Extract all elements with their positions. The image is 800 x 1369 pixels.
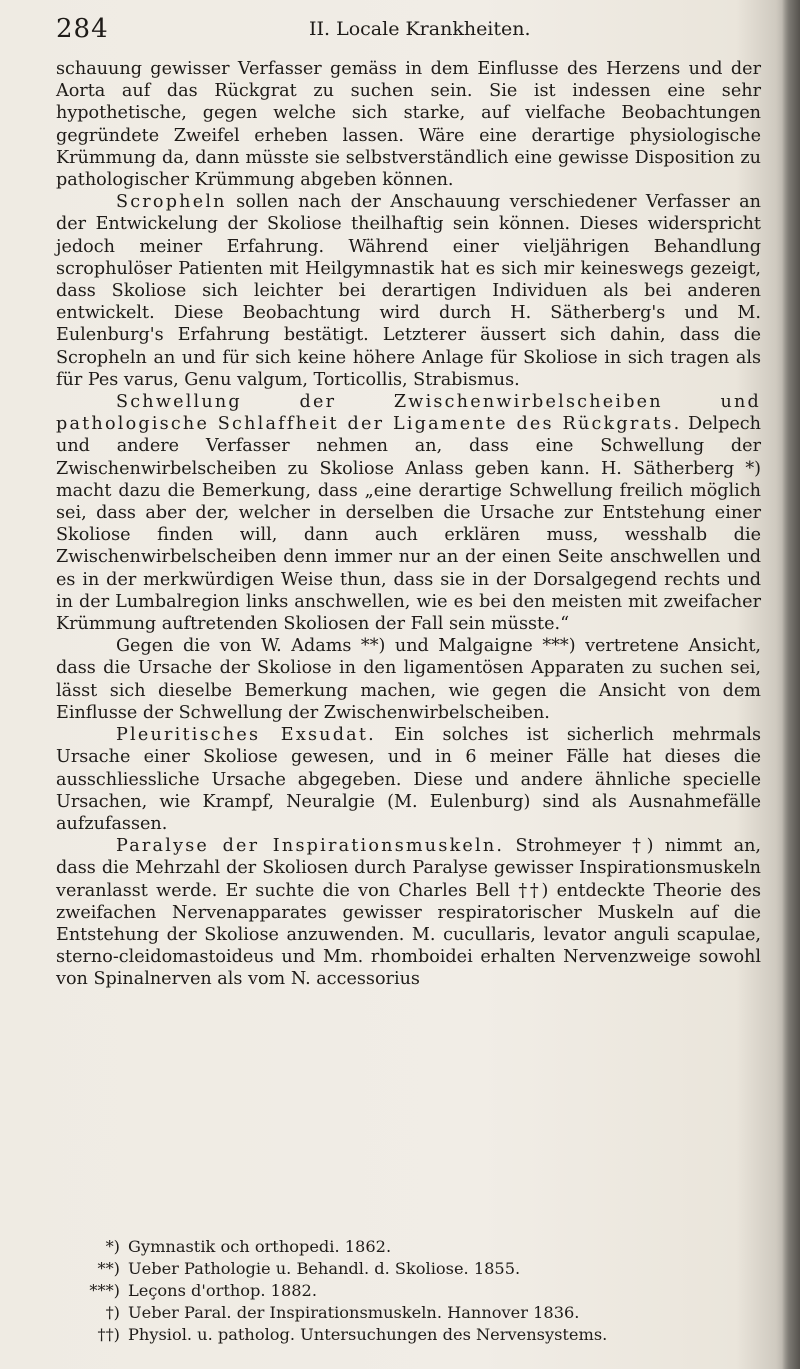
paragraph-text: Ein solches ist sicherlich mehrmals Ursache einer Skoliose gewesen, und in 6 meiner Fälle hat dieses die ausschliessliche Ursache abgegeben. Diese und andere ähnliche specielle Ursachen, wie Krampf, Neuralgie (M. Eulenburg) sind als Ausnahmefälle aufzufassen. [56,725,761,834]
paragraph-pleuritisches-exsudat [56,724,761,835]
section-title-pleuritisches-exsudat: Pleuritisches Exsudat. [116,725,376,746]
footnote-text: Leçons d'orthop. 1882. [128,1281,317,1300]
page-number: 284 [56,14,109,44]
body-text [56,58,761,991]
footnote-mark: ***) [89,1281,120,1300]
footnote-text: Physiol. u. patholog. Untersuchungen des Nervensystems. [128,1325,608,1344]
paragraph-text: Delpech und andere Verfasser nehmen an, dass eine Schwellung der Zwischenwirbelscheiben zu Skoliose Anlass geben kann. H. Sätherberg *) macht dazu die Bemerkung, dass „eine derartige Schwellung freilich möglich sei, dass aber der, welcher in derselben die Ursache zur Entstehung einer Skoliose finden will, dann auch erklären muss, wesshalb die Zwischenwirbelscheiben denn immer nur an der einen Seite anschwellen und es in der merkwürdigen Weise thun, dass sie in der Dorsalgegend rechts und in der Lumbalregion links anschwellen, wie es bei den meisten mit zweifacher Krümmung auftretenden Skoliosen der Fall sein müsste.“ [56,414,761,635]
paragraph-text: Gegen die von W. Adams **) und Malgaigne ***) vertretene Ansicht, dass die Ursache der Skoliose in den ligamentösen Apparaten zu suchen sei, lässt sich dieselbe Bemerkung machen, wie gegen die Ansicht von dem Einflusse der Schwellung der Zwischenwirbelscheiben. [56,636,761,723]
page-header [56,14,756,54]
paragraph-text: schauung gewisser Verfasser gemäss in dem Einflusse des Herzens und der Aorta auf das Rückgrat zu suchen sein. Sie ist indessen eine sehr hypothetische, gegen welche sich starke, auf vielfache Beobachtungen gegründete Zweifel erheben lassen. Wäre eine derartige physiologische Krümmung da, dann müsste sie selbstverständlich eine gewisse Disposition zu pathologischer Krümmung abgeben können. [56,59,761,191]
footnote [56,1280,761,1302]
paragraph-adams-malgaigne [56,635,761,724]
section-title-schwellung: Schwellung der Zwischenwirbelscheiben und pathologische Schlaffheit der Ligamente des Rückgrats. [56,392,761,435]
running-title: II. Locale Krankheiten. [309,18,531,40]
paragraph-schwellung [56,391,761,635]
paragraph-text: sollen nach der Anschauung verschiedener Verfasser an der Entwickelung der Skoliose theilhaftig sein können. Dieses widerspricht jedoch meiner Erfahrung. Während einer vieljährigen Behandlung scrophulöser Patienten mit Heilgymnastik hat es sich mir keineswegs gezeigt, dass Skoliose sich leichter bei derartigen Individuen als bei anderen entwickelt. Diese Beobachtung wird durch H. Sätherberg's und M. Eulenburg's Erfahrung bestätigt. Letzterer äussert sich dahin, dass die Scropheln an und für sich keine höhere Anlage für Skoliose in sich tragen als für Pes varus, Genu valgum, Torticollis, Strabismus. [56,192,761,390]
footnotes [56,1236,761,1346]
footnote-text: Ueber Pathologie u. Behandl. d. Skoliose. 1855. [128,1259,521,1278]
footnote-mark: *) [105,1237,120,1256]
section-title-paralyse: Paralyse der Inspirationsmuskeln. [116,836,505,857]
book-spine-shadow [782,0,800,1369]
footnote-text: Ueber Paral. der Inspirationsmuskeln. Hannover 1836. [128,1303,580,1322]
footnote-mark: **) [97,1259,120,1278]
paragraph-text: Strohmeyer †) nimmt an, dass die Mehrzahl der Skoliosen durch Paralyse gewisser Inspirationsmuskeln veranlasst werde. Er suchte die von Charles Bell ††) entdeckte Theorie des zweifachen Nervenapparates gewisser respiratorischer Muskeln auf die Entstehung der Skoliose anzuwenden. M. cucullaris, levator anguli scapulae, sterno-cleidomastoideus und Mm. rhomboidei erhalten Nervenzweige sowohl von Spinalnerven als vom N. accessorius [56,836,761,990]
footnote [56,1324,761,1346]
paragraph-scropheln [56,191,761,391]
footnote [56,1236,761,1258]
footnote-mark: ††) [97,1325,120,1344]
section-title-scropheln: Scropheln [116,192,227,213]
footnote [56,1302,761,1324]
footnote-text: Gymnastik och orthopedi. 1862. [128,1237,392,1256]
paragraph-paralyse [56,835,761,990]
footnote [56,1258,761,1280]
paragraph-aorta-theory [56,58,761,191]
footnote-mark: †) [105,1303,120,1322]
